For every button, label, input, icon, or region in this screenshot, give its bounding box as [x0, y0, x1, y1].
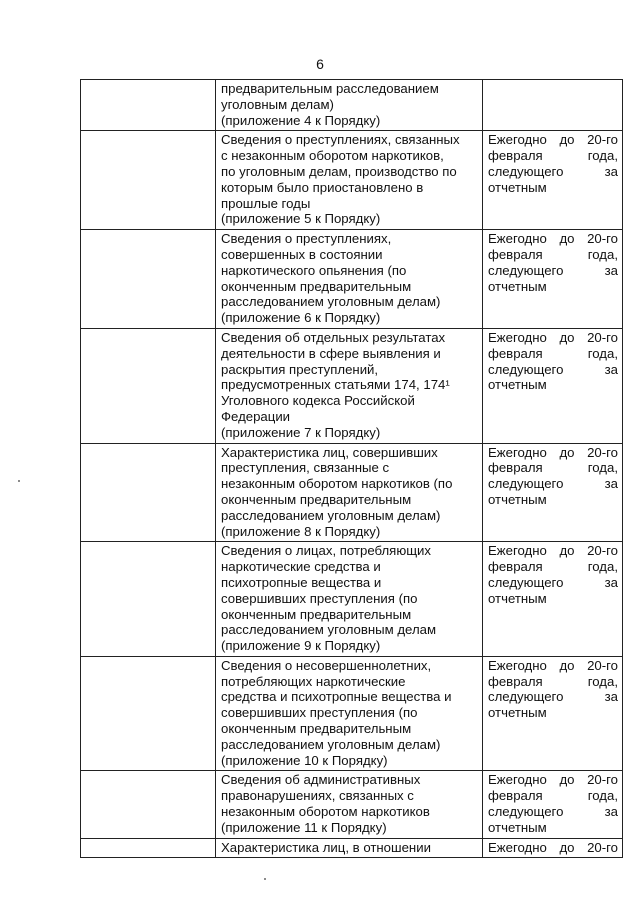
- number-cell: [81, 838, 216, 858]
- table-row: [81, 328, 623, 443]
- description-line: Сведения о преступлениях,: [221, 231, 392, 247]
- deadline-word: отчетным: [488, 819, 547, 835]
- deadline-word: следующего: [488, 262, 564, 278]
- description-line: оконченным предварительным: [221, 721, 412, 737]
- description-line: наркотического опьянения (по: [221, 262, 407, 278]
- deadline-word: года,: [587, 246, 618, 262]
- submission-deadline-cell: [483, 80, 623, 131]
- deadline-word: отчетным: [488, 590, 547, 606]
- deadline-word: 20-го: [587, 132, 618, 148]
- description-line: уголовным делам): [221, 96, 334, 112]
- deadline-line: [488, 840, 618, 856]
- appendix-reference: (приложение 4 к Порядку): [221, 112, 381, 128]
- description-line: Сведения о несовершеннолетних,: [221, 657, 432, 673]
- description-line: наркотические средства и: [221, 559, 381, 575]
- deadline-line: [488, 148, 618, 164]
- deadline-line: [488, 476, 618, 492]
- submission-deadline-cell: [483, 131, 623, 230]
- deadline-word: 20-го: [587, 839, 618, 855]
- deadline-word: отчетным: [488, 278, 547, 294]
- description-line: психотропные вещества и: [221, 574, 382, 590]
- deadline-line: [488, 492, 618, 508]
- deadline-word: 20-го: [587, 657, 618, 673]
- deadline-word: февраля: [488, 559, 543, 575]
- deadline-line: [488, 658, 618, 674]
- deadline-word: до: [559, 839, 575, 855]
- deadline-word: Ежегодно: [488, 839, 547, 855]
- description-line: расследованием уголовным делам): [221, 736, 441, 752]
- description-line: деятельности в сфере выявления и: [221, 345, 441, 361]
- report-description-cell: [216, 131, 483, 230]
- deadline-word: февраля: [488, 788, 543, 804]
- deadline-word: за: [604, 574, 618, 590]
- deadline-word: 20-го: [587, 444, 618, 460]
- description-line: совершивших преступления (по: [221, 705, 418, 721]
- deadline-word: 20-го: [587, 231, 618, 247]
- deadline-word: 20-го: [587, 329, 618, 345]
- deadline-line: [488, 377, 618, 393]
- appendix-reference: (приложение 5 к Порядку): [221, 211, 381, 227]
- deadline-word: до: [559, 132, 575, 148]
- report-description-cell: [216, 542, 483, 657]
- reporting-table: [80, 79, 623, 858]
- deadline-word: года,: [587, 559, 618, 575]
- deadline-line: [488, 164, 618, 180]
- deadline-line: [488, 689, 618, 705]
- deadline-word: следующего: [488, 361, 564, 377]
- appendix-reference: (приложение 7 к Порядку): [221, 424, 381, 440]
- number-cell: [81, 80, 216, 131]
- description-line: которым было приостановлено в: [221, 179, 424, 195]
- deadline-line: [488, 346, 618, 362]
- deadline-line: [488, 674, 618, 690]
- deadline-word: за: [604, 361, 618, 377]
- description-line: совершенных в состоянии: [221, 246, 383, 262]
- deadline-line: [488, 820, 618, 836]
- deadline-word: до: [559, 543, 575, 559]
- deadline-line: [488, 559, 618, 575]
- submission-deadline-cell: [483, 230, 623, 329]
- number-cell: [81, 771, 216, 838]
- deadline-word: до: [559, 657, 575, 673]
- description-line: незаконным оборотом наркотиков (по: [221, 476, 453, 492]
- table-row: [81, 443, 623, 542]
- deadline-line: [488, 543, 618, 559]
- reporting-table-body: [81, 80, 623, 858]
- deadline-line: [488, 279, 618, 295]
- deadline-word: года,: [587, 673, 618, 689]
- description-line: Сведения о лицах, потребляющих: [221, 543, 432, 559]
- table-row: [81, 656, 623, 771]
- number-cell: [81, 443, 216, 542]
- description-line: преступления, связанные с: [221, 460, 390, 476]
- deadline-word: года,: [587, 345, 618, 361]
- deadline-line: [488, 772, 618, 788]
- deadline-word: Ежегодно: [488, 543, 547, 559]
- deadline-word: 20-го: [587, 772, 618, 788]
- scan-speck: [18, 480, 20, 482]
- submission-deadline-cell: [483, 542, 623, 657]
- description-line: Сведения об отдельных результатах: [221, 329, 446, 345]
- deadline-word: отчетным: [488, 377, 547, 393]
- deadline-word: отчетным: [488, 179, 547, 195]
- deadline-word: следующего: [488, 689, 564, 705]
- appendix-reference: (приложение 6 к Порядку): [221, 310, 381, 326]
- deadline-word: за: [604, 163, 618, 179]
- deadline-word: февраля: [488, 148, 543, 164]
- deadline-word: года,: [587, 148, 618, 164]
- number-cell: [81, 656, 216, 771]
- table-row: [81, 131, 623, 230]
- number-cell: [81, 230, 216, 329]
- description-line: прошлые годы: [221, 195, 311, 211]
- deadline-word: до: [559, 231, 575, 247]
- deadline-word: Ежегодно: [488, 444, 547, 460]
- description-line: расследованием уголовным делам: [221, 622, 437, 638]
- deadline-line: [488, 132, 618, 148]
- deadline-line: [488, 788, 618, 804]
- number-cell: [81, 542, 216, 657]
- description-line: Сведения об административных: [221, 772, 421, 788]
- deadline-word: отчетным: [488, 491, 547, 507]
- description-line: по уголовным делам, производство по: [221, 163, 457, 179]
- deadline-line: [488, 445, 618, 461]
- number-cell: [81, 328, 216, 443]
- description-line: предусмотренных статьями 174, 174¹: [221, 377, 450, 393]
- deadline-word: года,: [587, 788, 618, 804]
- deadline-line: [488, 263, 618, 279]
- deadline-word: до: [559, 329, 575, 345]
- deadline-word: за: [604, 804, 618, 820]
- report-description-cell: [216, 230, 483, 329]
- table-row: [81, 838, 623, 858]
- deadline-word: 20-го: [587, 543, 618, 559]
- report-description-cell: [216, 80, 483, 131]
- description-line: Сведения о преступлениях, связанных: [221, 132, 460, 148]
- report-description-cell: [216, 771, 483, 838]
- scan-speck: [264, 878, 266, 880]
- appendix-reference: (приложение 11 к Порядку): [221, 819, 387, 835]
- description-line: расследованием уголовным делам): [221, 507, 441, 523]
- deadline-word: февраля: [488, 345, 543, 361]
- deadline-word: следующего: [488, 804, 564, 820]
- deadline-word: февраля: [488, 460, 543, 476]
- deadline-word: за: [604, 689, 618, 705]
- submission-deadline-cell: [483, 838, 623, 858]
- deadline-word: за: [604, 476, 618, 492]
- appendix-reference: (приложение 9 к Порядку): [221, 638, 381, 654]
- description-line: потребляющих наркотические: [221, 673, 406, 689]
- report-description-cell: [216, 443, 483, 542]
- description-line: оконченным предварительным: [221, 606, 412, 622]
- report-description-cell: [216, 328, 483, 443]
- deadline-line: [488, 575, 618, 591]
- deadline-word: Ежегодно: [488, 329, 547, 345]
- submission-deadline-cell: [483, 771, 623, 838]
- submission-deadline-cell: [483, 443, 623, 542]
- deadline-line: [488, 362, 618, 378]
- description-line: Характеристика лиц, в отношении: [221, 839, 431, 855]
- submission-deadline-cell: [483, 656, 623, 771]
- report-description-cell: [216, 838, 483, 858]
- table-row: [81, 771, 623, 838]
- description-line: раскрытия преступлений,: [221, 361, 379, 377]
- deadline-word: Ежегодно: [488, 231, 547, 247]
- deadline-word: Ежегодно: [488, 132, 547, 148]
- deadline-word: до: [559, 772, 575, 788]
- number-cell: [81, 131, 216, 230]
- deadline-line: [488, 247, 618, 263]
- deadline-word: до: [559, 444, 575, 460]
- deadline-word: года,: [587, 460, 618, 476]
- description-line: оконченным предварительным: [221, 491, 412, 507]
- deadline-word: февраля: [488, 673, 543, 689]
- deadline-word: февраля: [488, 246, 543, 262]
- description-line: Уголовного кодекса Российской: [221, 393, 415, 409]
- description-line: совершивших преступления (по: [221, 590, 418, 606]
- deadline-line: [488, 180, 618, 196]
- appendix-reference: (приложение 8 к Порядку): [221, 523, 381, 539]
- deadline-word: за: [604, 262, 618, 278]
- deadline-word: следующего: [488, 574, 564, 590]
- report-description-cell: [216, 656, 483, 771]
- description-line: Характеристика лиц, совершивших: [221, 444, 438, 460]
- deadline-word: Ежегодно: [488, 657, 547, 673]
- deadline-line: [488, 231, 618, 247]
- table-row: [81, 542, 623, 657]
- deadline-word: следующего: [488, 163, 564, 179]
- deadline-word: отчетным: [488, 705, 547, 721]
- description-line: Федерации: [221, 408, 291, 424]
- deadline-line: [488, 330, 618, 346]
- deadline-line: [488, 705, 618, 721]
- appendix-reference: (приложение 10 к Порядку): [221, 752, 388, 768]
- deadline-line: [488, 460, 618, 476]
- deadline-word: Ежегодно: [488, 772, 547, 788]
- description-line: предварительным расследованием: [221, 81, 439, 96]
- table-row: [81, 230, 623, 329]
- page-number: 6: [316, 56, 324, 72]
- table-row: [81, 80, 623, 131]
- submission-deadline-cell: [483, 328, 623, 443]
- description-line: незаконным оборотом наркотиков: [221, 804, 430, 820]
- description-line: правонарушениях, связанных с: [221, 788, 414, 804]
- deadline-line: [488, 591, 618, 607]
- deadline-word: следующего: [488, 476, 564, 492]
- description-line: оконченным предварительным: [221, 278, 412, 294]
- description-line: с незаконным оборотом наркотиков,: [221, 148, 444, 164]
- deadline-line: [488, 804, 618, 820]
- description-line: средства и психотропные вещества и: [221, 689, 452, 705]
- description-line: расследованием уголовным делам): [221, 294, 441, 310]
